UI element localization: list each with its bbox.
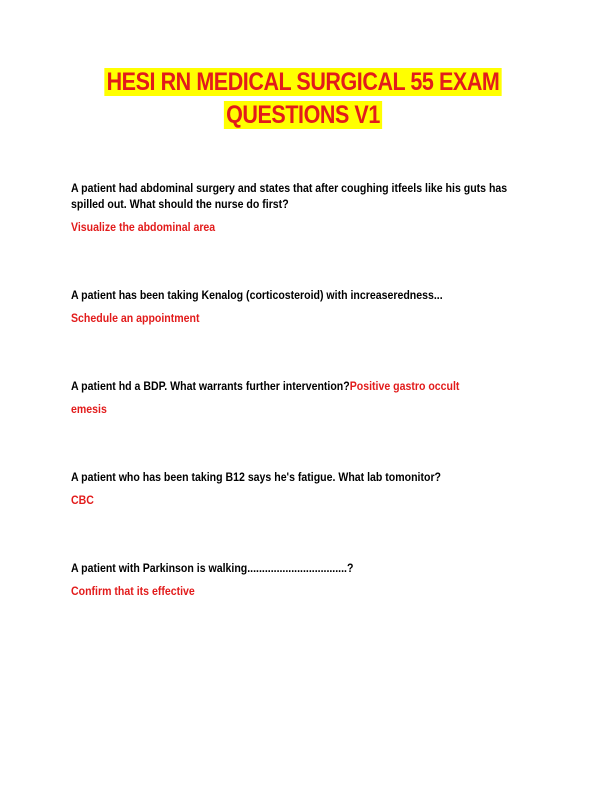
question-text: A patient hd a BDP. What warrants further intervention? <box>71 379 350 393</box>
answer-text: Confirm that its effective <box>71 584 195 598</box>
question-text: A patient had abdominal surgery and states that after coughing itfeels like his guts has spilled out. What should the nurse do first? <box>71 181 508 211</box>
qa-item-3 <box>71 378 541 417</box>
qa-item-1 <box>71 180 541 235</box>
document-title <box>42 66 563 132</box>
answer-text: Visualize the abdominal area <box>71 220 216 234</box>
question-line <box>71 378 537 394</box>
qa-item-4 <box>71 469 541 508</box>
answer-text: Schedule an appointment <box>71 311 200 325</box>
qa-item-2 <box>71 287 541 326</box>
question-text: A patient has been taking Kenalog (corticosteroid) with increaseredness... <box>71 288 443 302</box>
qa-item-5 <box>71 560 541 599</box>
answer-inline-text: Positive gastro occult <box>349 379 460 393</box>
question-text: A patient who has been taking B12 says he's fatigue. What lab tomonitor? <box>71 470 442 484</box>
title-line-1: HESI RN MEDICAL SURGICAL 55 EXAM <box>104 68 502 96</box>
answer-text: emesis <box>71 402 107 416</box>
question-text: A patient with Parkinson is walking..................................? <box>71 561 354 575</box>
title-line-2: QUESTIONS V1 <box>224 101 383 129</box>
answer-text: CBC <box>71 493 94 507</box>
